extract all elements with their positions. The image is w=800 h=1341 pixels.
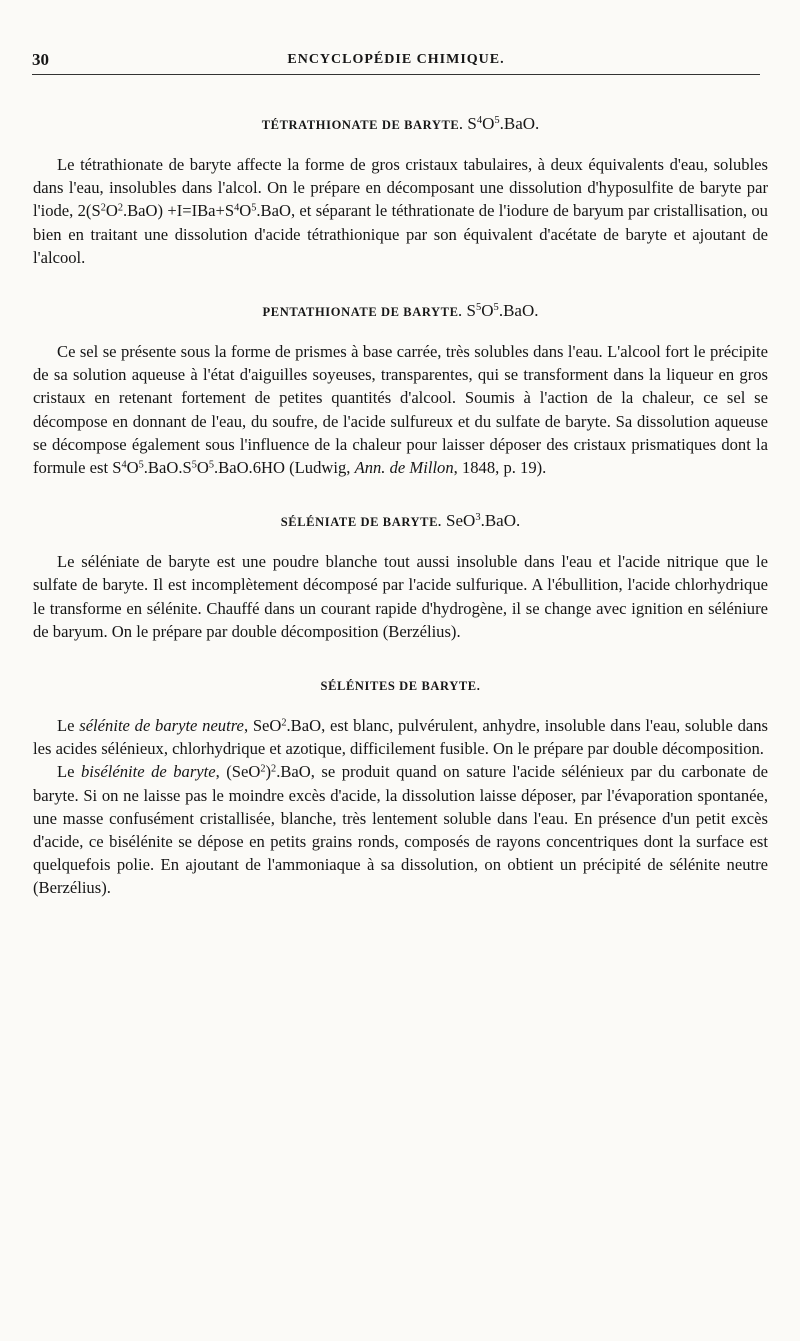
section-label: SÉLÉNITES DE BARYTE. (320, 679, 481, 694)
section-formula: SeO$^3$.BaO. (446, 511, 521, 531)
section-title (33, 299, 768, 324)
paragraph: Le bisélénite de baryte, $(SeO^2)^2.BaO$, se produit quand on sature l'acide sélénieux par du carbonate de baryte. Si on ne laisse pas le moindre excès d'acide, la dissolution laisse déposer, par l'évaporation spontanée, une masse confusément cristallisée, blanche, très lentement soluble dans l'eau. En présence d'un petit excès d'acide, ce bisélénite se dépose en petits grains ronds, composés de rayons concentriques dont la surface est quelquefois polie. En ajoutant de l'ammoniaque à sa dissolution, on obtient un précipité de sélénite neutre (Berzélius). (33, 762, 768, 898)
paragraph: Ce sel se présente sous la forme de prismes à base carrée, très solubles dans l'eau. L'alcool fort le précipite de sa solution aqueuse à l'état d'aiguilles soyeuses, transparentes, qui se transforment dans la liqueur en gros cristaux en retenant fortement de petites quantités d'alcool. Soumis à l'action de la chaleur, ce sel se décompose en donnant de l'eau, du soufre, de l'acide sulfureux et du sulfate de baryte. Sa dissolution aqueuse se décompose également sous l'influence de la chaleur pour laisser déposer des cristaux prismatiques dont la formule est $S^4O^5.BaO.S^5O^5.BaO.6HO$ (Ludwig, Ann. de Millon, 1848, p. 19). (33, 342, 768, 478)
section-title (33, 509, 768, 534)
section-title (33, 112, 768, 137)
section (33, 673, 768, 900)
paragraph: Le tétrathionate de baryte affecte la forme de gros cristaux tabulaires, à deux équivalents d'eau, solubles dans l'eau, insolubles dans l'alcol. On le prépare en décomposant une dissolution d'hyposulfite de baryte par l'iode, $2(S^2O^2.BaO) +I=IBa+S^4O^5.BaO$, et séparant le téthrationate de l'iodure de baryum par cristallisation, ou bien en traitant une dissolution d'acide tétrathionique par son équivalent d'acétate de baryte et ajoutant de l'alcool. (33, 155, 768, 267)
paragraph: Le séléniate de baryte est une poudre blanche tout aussi insoluble dans l'eau et l'acide nitrique que le sulfate de baryte. Il est incomplètement décomposé par l'acide sulfurique. A l'ébullition, l'acide chlorhydrique le transforme en sélénite. Chauffé dans un courant rapide d'hydrogène, il se change avec ignition en séléniure de baryum. On le prépare par double décomposition (Berzélius). (33, 552, 768, 641)
section-formula: $S^4O^5.BaO$. (467, 114, 540, 133)
page-body (33, 112, 768, 930)
section-label: PENTATHIONATE DE BARYTE. (262, 305, 463, 320)
paragraph: Le sélénite de baryte neutre, SeO$^2$.BaO, est blanc, pulvérulent, anhydre, insoluble dans l'eau, soluble dans les acides sélénieux, chlorhydrique et azotique, difficilement fusible. On le prépare par double décomposition. (33, 716, 768, 759)
section-formula: $S^5O^5.BaO$. (466, 301, 539, 321)
section-title (33, 673, 768, 698)
running-title: ENCYCLOPÉDIE CHIMIQUE. (287, 52, 505, 67)
section-label: TÉTRATHIONATE DE BARYTE. (261, 118, 464, 132)
section (33, 299, 768, 479)
page-header (32, 50, 760, 75)
section-label: SÉLÉNIATE DE BARYTE. (280, 515, 442, 530)
section (33, 112, 768, 269)
page-number: 30 (32, 50, 49, 69)
section (33, 509, 768, 643)
